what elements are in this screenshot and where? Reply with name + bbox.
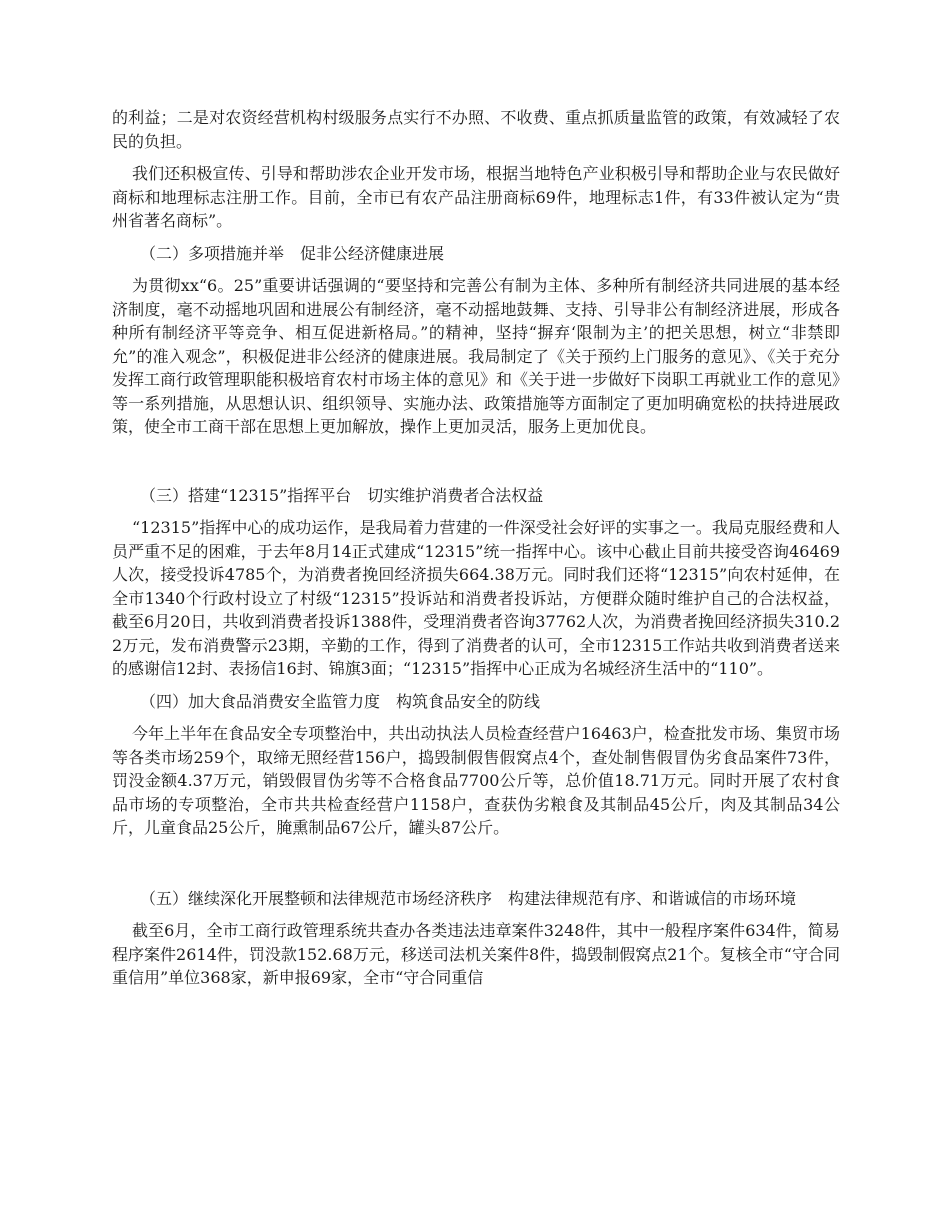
section-heading-3: （三）搭建“12315”指挥平台 切实维护消费者合法权益	[140, 485, 544, 505]
section-heading-5: （五）继续深化开展整顿和法律规范市场经济秩序 构建法律规范有序、和谐诚信的市场环境	[140, 888, 797, 908]
blank-spacer	[112, 849, 840, 887]
paragraph-food-safety: 今年上半年在食品安全专项整治中，共出动执法人员检查经营户16463户，检查批发市场、集贸市场等各类市场259个，取缔无照经营156户，捣毁制假售假窝点4个，查处制售假冒伪劣食品案件73件，罚没金额4.37万元，销毁假冒伪劣等不合格食品7700公斤等，总价值18.71万元。同时开展了农村食品市场的专项整治，全市共共检查经营户1158户，查获伪劣粮食及其制品45公斤，肉及其制品34公斤，儿童食品25公斤，腌熏制品67公斤，罐头87公斤。	[112, 724, 840, 837]
paragraph-market-order: 截至6月，全市工商行政管理系统共查办各类违法违章案件3248件，其中一般程序案件634件，简易程序案件2614件，罚没款152.68万元，移送司法机关案件8件，捣毁制假窝点21个。复核全市“守合同重信用”单位368家，新申报69家，全市“守合同重信	[112, 921, 840, 987]
section-heading-4: （四）加大食品消费安全监管力度 构筑食品安全的防线	[140, 691, 541, 711]
paragraph-non-public-economy: 为贯彻xx“6。25”重要讲话强调的“要坚持和完善公有制为主体、多种所有制经济共同进展的基本经济制度，毫不动摇地巩固和进展公有制经济，毫不动摇地鼓舞、支持、引导非公有制经济进展，形成各种所有制经济平等竞争、相互促进新格局。”的精神，坚持“摒弃‘限制为主’的把关思想，树立“非禁即允”的准入观念”，积极促进非公经济的健康进展。我局制定了《关于预约上门服务的意见》、《关于充分发挥工商行政管理职能积极培育农村市场主体的意见》和《关于进一步做好下岗职工再就业工作的意见》等一系列措施，从思想认识、组织领导、实施办法、政策措施等方面制定了更加明确宽松的扶持进展政策，使全市工商干部在思想上更加解放，操作上更加灵活，服务上更加优良。	[112, 276, 841, 436]
paragraph-12315-center: “12315”指挥中心的成功运作，是我局着力营建的一件深受社会好评的实事之一。我局克服经费和人员严重不足的困难，于去年8月14正式建成“12315”统一指挥中心。该中心截止目前共接受咨询46469人次，接受投诉4785个，为消费者挽回经济损失664.38万元。同时我们还将“12315”向农村延伸，在全市1340个行政村设立了村级“12315”投诉站和消费者投诉站，方便群众随时维护自己的合法权益，截至6月20日，共收到消费者投诉1388件，受理消费者咨询37762人次，为消费者挽回经济损失310.22万元，发布消费警示23期，辛勤的工作，得到了消费者的认可，全市12315工作站共收到消费者送来的感谢信12封、表扬信16封、锦旗3面；“12315”指挥中心正成为名城经济生活中的“110”。	[112, 518, 840, 678]
section-heading-2: （二）多项措施并举 促非公经济健康进展	[140, 243, 445, 263]
document-page	[112, 106, 840, 999]
paragraph-farm-supplies-policy: 的利益；二是对农资经营机构村级服务点实行不办照、不收费、重点抓质量监管的政策，有效减轻了农民的负担。	[112, 108, 840, 151]
paragraph-trademark-registration: 我们还积极宣传、引导和帮助涉农企业开发市场，根据当地特色产业积极引导和帮助企业与农民做好商标和地理标志注册工作。目前，全市已有农产品注册商标69件，地理标志1件，有33件被认定为“贵州省著名商标”。	[112, 164, 840, 230]
blank-spacer	[112, 448, 840, 484]
